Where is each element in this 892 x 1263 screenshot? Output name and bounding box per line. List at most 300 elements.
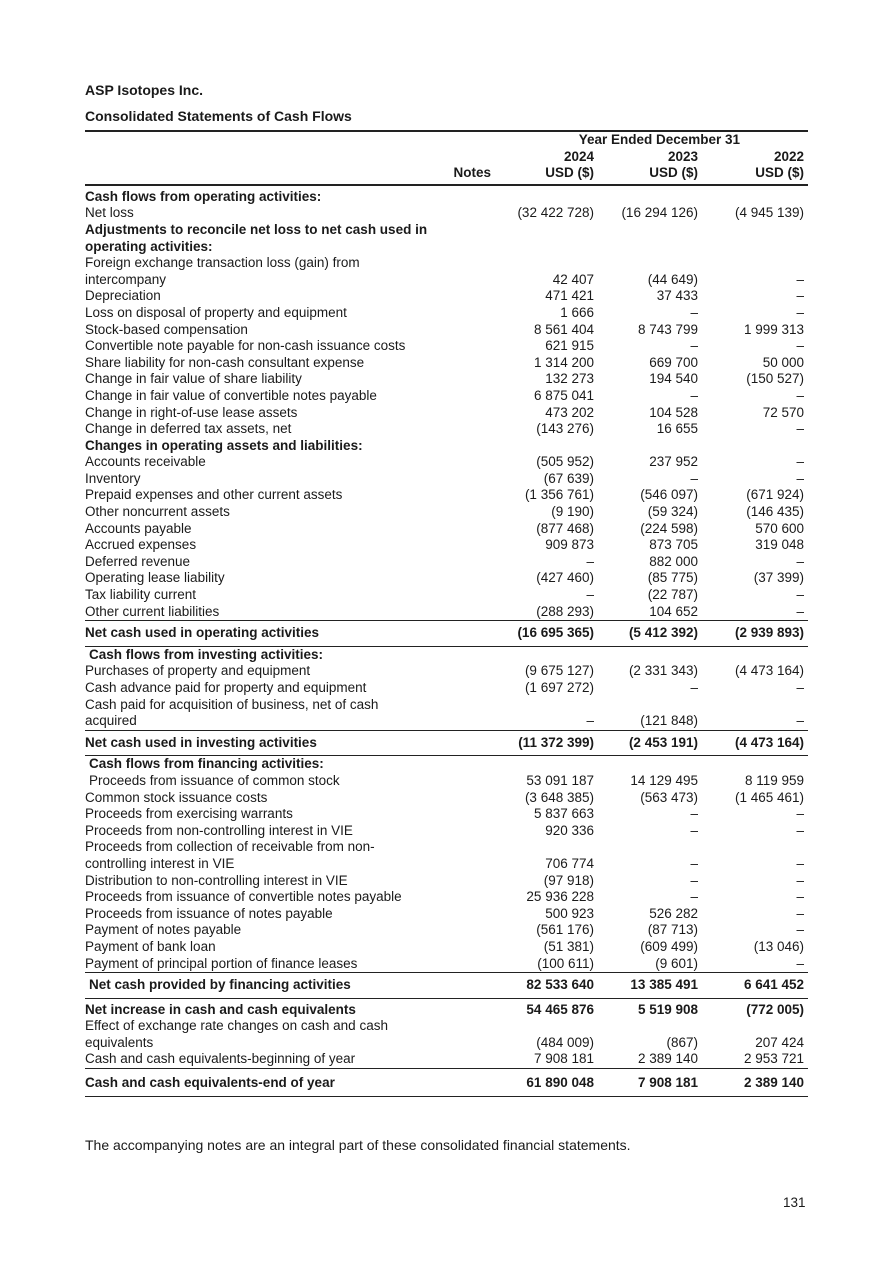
row-notes — [408, 471, 491, 488]
row-notes — [408, 922, 491, 939]
row-label: Tax liability current — [85, 587, 197, 603]
row-notes — [408, 889, 491, 906]
value-2022 — [701, 697, 808, 714]
value-2022: 570 600 — [755, 520, 805, 536]
value-2024: – — [586, 587, 594, 603]
value-2024 — [491, 839, 596, 856]
value-2023: – — [690, 470, 698, 486]
row-notes — [408, 756, 491, 773]
row-label: Proceeds from non-controlling interest in VIE — [85, 822, 353, 838]
table-row — [85, 272, 808, 289]
table-row — [85, 939, 808, 956]
table-row — [85, 487, 808, 504]
row-label: Prepaid expenses and other current assets — [85, 487, 343, 503]
row-notes — [408, 773, 491, 790]
value-2022: – — [796, 872, 805, 888]
value-2023: 13 385 491 — [596, 973, 701, 999]
row-label: Accrued expenses — [85, 537, 197, 553]
value-2022: 2 953 721 — [743, 1051, 805, 1067]
row-notes — [408, 338, 491, 355]
value-2024: 909 873 — [545, 537, 594, 553]
value-2023: 37 433 — [656, 288, 698, 304]
table-row — [85, 454, 808, 471]
value-2022: (1 465 461) — [734, 789, 805, 805]
value-2024: 5 837 663 — [533, 806, 594, 822]
row-notes — [408, 570, 491, 587]
row-notes — [408, 663, 491, 680]
table-row — [85, 756, 808, 773]
row-label: Cash flows from investing activities: — [89, 646, 324, 662]
row-label: Purchases of property and equipment — [85, 663, 311, 679]
value-2023: – — [690, 387, 698, 403]
value-2024: (51 381) — [543, 938, 594, 954]
row-notes — [408, 839, 491, 856]
value-2022: – — [796, 855, 805, 871]
row-label: equivalents — [85, 1034, 154, 1050]
value-2023: (59 324) — [647, 504, 698, 520]
statement-title: Consolidated Statements of Cash Flows — [85, 108, 352, 124]
value-2024: (427 460) — [536, 570, 594, 586]
year-header-2023: 2023 — [667, 148, 698, 164]
row-label: Net increase in cash and cash equivalents — [85, 1001, 356, 1017]
value-2023: 104 652 — [649, 603, 698, 619]
value-2023: 7 908 181 — [596, 1069, 701, 1097]
row-label: Accounts receivable — [85, 454, 206, 470]
value-2023 — [596, 185, 701, 206]
table-header — [85, 131, 808, 185]
value-2023: (44 649) — [647, 271, 698, 287]
value-2023: (2 453 191) — [596, 730, 701, 756]
value-2024: (1 356 761) — [524, 487, 594, 503]
row-label: Payment of bank loan — [85, 938, 216, 954]
value-2023 — [596, 222, 701, 239]
value-2023: – — [690, 855, 698, 871]
value-2023 — [596, 839, 701, 856]
table-row — [85, 222, 808, 239]
value-2024 — [491, 646, 596, 663]
row-notes — [408, 621, 491, 647]
table-row — [85, 521, 808, 538]
value-2023: 873 705 — [649, 537, 698, 553]
value-2022: – — [796, 889, 805, 905]
value-2022: – — [796, 304, 805, 320]
value-2024: 7 908 181 — [533, 1051, 594, 1067]
value-2023 — [596, 756, 701, 773]
table-row — [85, 371, 808, 388]
value-2024: 500 923 — [545, 905, 594, 921]
value-2024: (505 952) — [536, 454, 594, 470]
value-2024: (16 695 365) — [491, 621, 596, 647]
row-notes — [408, 806, 491, 823]
value-2024: 920 336 — [545, 822, 594, 838]
value-2024 — [491, 438, 596, 455]
year-header-2024: 2024 — [563, 148, 594, 164]
value-2024: 1 666 — [560, 304, 594, 320]
row-notes — [408, 355, 491, 372]
value-2023: (2 331 343) — [628, 663, 698, 679]
row-label: Depreciation — [85, 288, 161, 304]
currency-header-2023: USD ($) — [596, 165, 701, 185]
footnote: The accompanying notes are an integral part of these consolidated financial statements. — [85, 1137, 631, 1153]
row-notes — [408, 405, 491, 422]
table-row — [85, 305, 808, 322]
table-row — [85, 906, 808, 923]
value-2024: 6 875 041 — [533, 387, 594, 403]
row-notes — [408, 322, 491, 339]
currency-header-2024: USD ($) — [491, 165, 596, 185]
value-2024: (288 293) — [536, 603, 594, 619]
value-2022 — [701, 255, 808, 272]
row-notes — [408, 185, 491, 206]
value-2022: (772 005) — [746, 1001, 805, 1017]
value-2022: (671 924) — [746, 487, 805, 503]
row-label: Stock-based compensation — [85, 321, 248, 337]
table-row — [85, 355, 808, 372]
row-label: Change in right-of-use lease assets — [85, 404, 298, 420]
value-2023 — [596, 646, 701, 663]
value-2022: (13 046) — [753, 938, 805, 954]
row-label: Cash flows from operating activities: — [85, 188, 322, 204]
table-row — [85, 839, 808, 856]
value-2022: (4 473 164) — [734, 663, 805, 679]
value-2022: – — [796, 288, 805, 304]
row-notes — [408, 438, 491, 455]
table-row — [85, 873, 808, 890]
row-notes — [408, 1035, 491, 1052]
row-label: Distribution to non-controlling interest in VIE — [85, 872, 348, 888]
value-2023: 526 282 — [649, 905, 698, 921]
row-label: operating activities: — [85, 238, 213, 254]
value-2024: 473 202 — [545, 404, 594, 420]
table-row — [85, 471, 808, 488]
row-label: controlling interest in VIE — [85, 855, 235, 871]
row-label: Other noncurrent assets — [85, 504, 230, 520]
row-notes — [408, 790, 491, 807]
row-label: Common stock issuance costs — [85, 789, 268, 805]
value-2024: 8 561 404 — [533, 321, 594, 337]
value-2022: (146 435) — [746, 504, 805, 520]
value-2023: (563 473) — [640, 789, 698, 805]
value-2023: (9 601) — [655, 955, 698, 971]
value-2023: (121 848) — [640, 713, 698, 729]
row-label: Inventory — [85, 470, 141, 486]
currency-header-2022: USD ($) — [701, 165, 808, 185]
value-2023: 14 129 495 — [630, 772, 698, 788]
row-label: Cash flows from financing activities: — [89, 756, 324, 772]
table-row — [85, 570, 808, 587]
row-label: Proceeds from exercising warrants — [85, 806, 293, 822]
row-label: Loss on disposal of property and equipment — [85, 304, 347, 320]
value-2024: 82 533 640 — [491, 973, 596, 999]
row-notes — [408, 646, 491, 663]
value-2022: 8 119 959 — [744, 772, 805, 788]
value-2023 — [596, 697, 701, 714]
table-row — [85, 663, 808, 680]
value-2022: – — [796, 806, 805, 822]
row-notes — [408, 939, 491, 956]
value-2022 — [701, 239, 808, 256]
value-2022: – — [796, 922, 805, 938]
value-2022 — [701, 1018, 808, 1035]
company-name: ASP Isotopes Inc. — [85, 82, 203, 98]
table-row — [85, 1035, 808, 1052]
value-2023: (87 713) — [647, 922, 698, 938]
value-2022: (4 473 164) — [701, 730, 808, 756]
row-label: Accounts payable — [85, 520, 192, 536]
row-notes — [408, 537, 491, 554]
value-2024: 61 890 048 — [491, 1069, 596, 1097]
row-label: Cash advance paid for property and equipment — [85, 680, 367, 695]
row-label: Net cash provided by financing activities — [85, 973, 408, 999]
table-row — [85, 1018, 808, 1035]
row-notes — [408, 554, 491, 571]
row-label: Net cash used in operating activities — [85, 621, 408, 647]
value-2023: – — [690, 806, 698, 822]
row-label: Proceeds from collection of receivable from non- — [85, 839, 375, 855]
value-2024: 42 407 — [552, 271, 594, 287]
row-label: Payment of principal portion of finance leases — [85, 955, 358, 971]
value-2023: 237 952 — [649, 454, 698, 470]
year-header-2022: 2022 — [773, 148, 805, 164]
value-2024: 621 915 — [545, 338, 594, 354]
value-2023: (16 294 126) — [621, 205, 698, 221]
value-2022: – — [796, 553, 805, 569]
row-notes — [408, 604, 491, 621]
value-2024: 54 465 876 — [526, 1001, 594, 1017]
value-2023: (224 598) — [640, 520, 698, 536]
row-label: Proceeds from issuance of convertible notes payable — [85, 889, 402, 905]
value-2022: – — [796, 587, 805, 603]
table-row — [85, 680, 808, 697]
value-2022 — [701, 185, 808, 206]
value-2024 — [491, 697, 596, 714]
value-2023: 194 540 — [649, 371, 698, 387]
value-2022: – — [796, 338, 805, 354]
value-2024: (11 372 399) — [491, 730, 596, 756]
row-notes — [408, 288, 491, 305]
value-2022: 50 000 — [762, 354, 805, 370]
row-notes — [408, 713, 491, 730]
value-2024: (97 918) — [543, 872, 594, 888]
table-row — [85, 388, 808, 405]
table-row — [85, 1051, 808, 1068]
row-notes — [408, 272, 491, 289]
value-2024 — [491, 1018, 596, 1035]
value-2024: (484 009) — [536, 1034, 594, 1050]
table-row — [85, 856, 808, 873]
value-2023: – — [690, 338, 698, 354]
value-2023: – — [690, 872, 698, 888]
value-2022: – — [796, 454, 805, 470]
table-row — [85, 537, 808, 554]
row-label: Cash and cash equivalents-end of year — [85, 1069, 408, 1097]
value-2022: 319 048 — [755, 537, 805, 553]
value-2023: (22 787) — [647, 587, 698, 603]
value-2024: (561 176) — [536, 922, 594, 938]
row-label: Adjustments to reconcile net loss to net cash used in — [85, 221, 428, 237]
value-2023 — [596, 255, 701, 272]
table-row — [85, 973, 808, 999]
table-body — [85, 185, 808, 1096]
row-label: Changes in operating assets and liabilities: — [85, 437, 363, 453]
table-row — [85, 205, 808, 222]
value-2024: 132 273 — [545, 371, 594, 387]
value-2024: – — [586, 713, 594, 729]
period-label: Year Ended December 31 — [491, 131, 808, 149]
table-row — [85, 621, 808, 647]
page-number: 131 — [783, 1195, 806, 1210]
row-notes — [408, 255, 491, 272]
table-row — [85, 956, 808, 973]
row-notes — [408, 504, 491, 521]
value-2022: – — [796, 603, 805, 619]
row-notes — [408, 680, 491, 697]
value-2023: – — [690, 304, 698, 320]
row-label: Other current liabilities — [85, 603, 220, 619]
value-2024: (3 648 385) — [524, 789, 594, 805]
row-label: Proceeds from issuance of common stock — [89, 772, 340, 788]
table-row — [85, 239, 808, 256]
row-notes — [408, 730, 491, 756]
value-2022: (4 945 139) — [734, 205, 805, 221]
table-row — [85, 998, 808, 1018]
value-2022: – — [796, 905, 805, 921]
value-2022: – — [796, 955, 805, 971]
row-notes — [408, 454, 491, 471]
value-2024: (1 697 272) — [524, 680, 594, 695]
row-label: Cash paid for acquisition of business, net of cash — [85, 696, 379, 712]
value-2023: (5 412 392) — [596, 621, 701, 647]
table-row — [85, 604, 808, 621]
value-2022: – — [796, 822, 805, 838]
value-2023: 104 528 — [649, 404, 698, 420]
row-label: Effect of exchange rate changes on cash and cash — [85, 1018, 388, 1034]
value-2022: – — [796, 421, 805, 437]
table-row — [85, 646, 808, 663]
value-2023: 8 743 799 — [637, 321, 698, 337]
value-2022: – — [796, 680, 805, 695]
value-2024 — [491, 185, 596, 206]
table-row — [85, 421, 808, 438]
row-notes — [408, 906, 491, 923]
row-notes — [408, 305, 491, 322]
notes-header: Notes — [408, 165, 491, 185]
row-notes — [408, 973, 491, 999]
row-notes — [408, 1069, 491, 1097]
value-2023: (867) — [666, 1034, 698, 1050]
table-row — [85, 823, 808, 840]
value-2022: 2 389 140 — [701, 1069, 808, 1097]
row-label: Change in fair value of convertible notes payable — [85, 387, 377, 403]
value-2022: – — [796, 271, 805, 287]
value-2024: – — [586, 553, 594, 569]
table-row — [85, 922, 808, 939]
value-2022: – — [796, 470, 805, 486]
value-2023: (546 097) — [640, 487, 698, 503]
row-notes — [408, 521, 491, 538]
value-2023: 16 655 — [656, 421, 698, 437]
value-2022 — [701, 438, 808, 455]
value-2022 — [701, 756, 808, 773]
value-2024 — [491, 756, 596, 773]
table-row — [85, 889, 808, 906]
value-2023: (85 775) — [647, 570, 698, 586]
value-2024: (32 422 728) — [517, 205, 594, 221]
value-2023: 669 700 — [649, 354, 698, 370]
value-2024 — [491, 255, 596, 272]
value-2024: (9 190) — [551, 504, 594, 520]
table-row — [85, 504, 808, 521]
row-notes — [408, 697, 491, 714]
value-2023: 5 519 908 — [637, 1001, 698, 1017]
table-row — [85, 713, 808, 730]
value-2022: (2 939 893) — [701, 621, 808, 647]
row-notes — [408, 873, 491, 890]
row-notes — [408, 388, 491, 405]
value-2024: 1 314 200 — [533, 354, 594, 370]
value-2023: 882 000 — [649, 553, 698, 569]
value-2022: – — [796, 387, 805, 403]
row-label: Change in fair value of share liability — [85, 371, 302, 387]
value-2022 — [701, 222, 808, 239]
value-2024: 53 091 187 — [526, 772, 594, 788]
row-label: Deferred revenue — [85, 553, 191, 569]
table-row — [85, 438, 808, 455]
table-row — [85, 1069, 808, 1097]
value-2023: 2 389 140 — [637, 1051, 698, 1067]
value-2022: 6 641 452 — [701, 973, 808, 999]
row-label: Cash and cash equivalents-beginning of year — [85, 1051, 356, 1067]
row-notes — [408, 823, 491, 840]
value-2024: 471 421 — [545, 288, 594, 304]
value-2022: 72 570 — [762, 404, 805, 420]
row-label: Share liability for non-cash consultant expense — [85, 354, 365, 370]
row-label: Change in deferred tax assets, net — [85, 421, 292, 437]
row-notes — [408, 856, 491, 873]
table-row — [85, 554, 808, 571]
value-2024 — [491, 222, 596, 239]
row-notes — [408, 1051, 491, 1068]
value-2022: 207 424 — [755, 1034, 805, 1050]
row-notes — [408, 587, 491, 604]
value-2024: (67 639) — [543, 470, 594, 486]
table-row — [85, 338, 808, 355]
table-row — [85, 790, 808, 807]
table-row — [85, 587, 808, 604]
value-2023: (609 499) — [640, 938, 698, 954]
value-2024: (877 468) — [536, 520, 594, 536]
value-2022: (150 527) — [746, 371, 805, 387]
table-row — [85, 322, 808, 339]
row-label: acquired — [85, 713, 137, 729]
row-label: Proceeds from issuance of notes payable — [85, 905, 333, 921]
value-2023 — [596, 239, 701, 256]
value-2023 — [596, 438, 701, 455]
table-row — [85, 730, 808, 756]
row-label: Operating lease liability — [85, 570, 225, 586]
row-notes — [408, 371, 491, 388]
row-label: Payment of notes payable — [85, 922, 242, 938]
table-row — [85, 697, 808, 714]
row-label: Convertible note payable for non-cash issuance costs — [85, 338, 406, 354]
table-row — [85, 185, 808, 206]
value-2024: (100 611) — [537, 955, 594, 971]
value-2023: – — [690, 822, 698, 838]
table-row — [85, 255, 808, 272]
row-notes — [408, 998, 491, 1018]
value-2022 — [701, 839, 808, 856]
value-2024 — [491, 239, 596, 256]
